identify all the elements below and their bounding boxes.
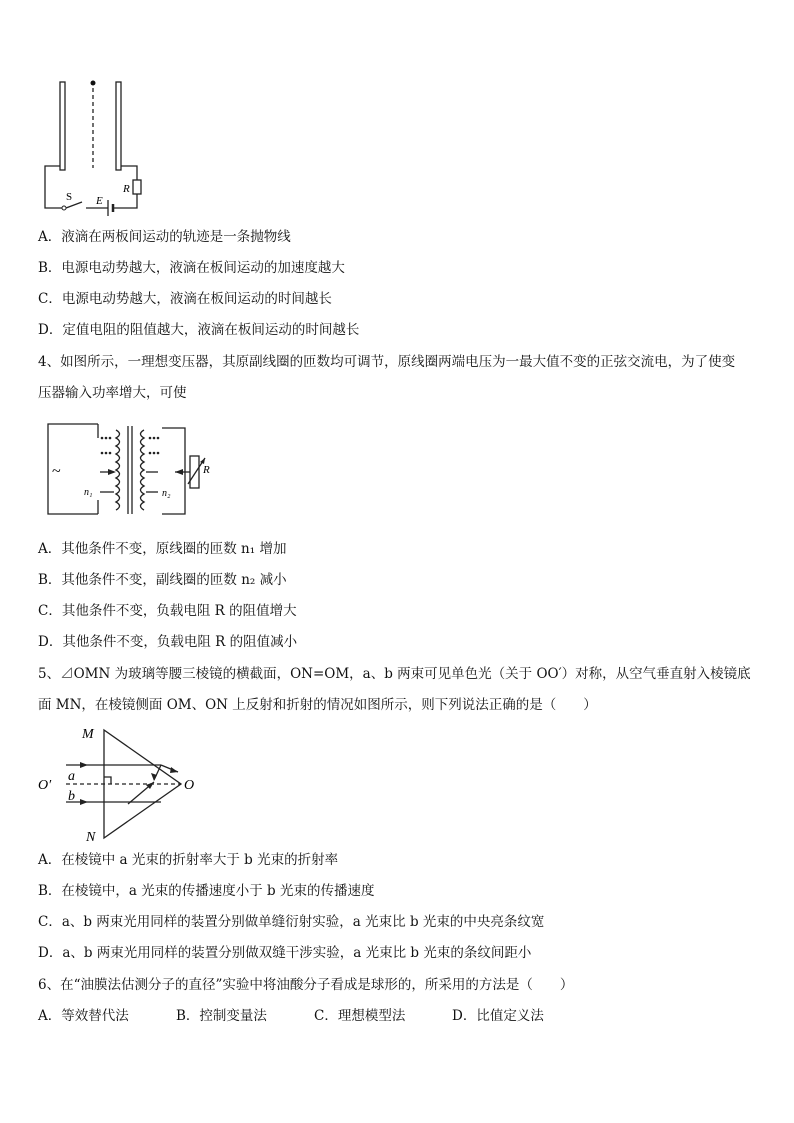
q6-option-b: B．控制变量法	[176, 1008, 267, 1024]
q3-option-c: C．电源电动势越大，液滴在板间运动的时间越长	[38, 291, 332, 307]
q6-option-d: D．比值定义法	[452, 1008, 544, 1024]
q5-stem-line1: 5、⊿OMN 为玻璃等腰三棱镜的横截面，ON=OM，a、b 两束可见单色光（关于 OO′）对称，从空气垂直射入棱镜底	[38, 666, 751, 682]
vertex-m-label: M	[82, 727, 94, 742]
transformer-figure	[40, 418, 225, 520]
q4-option-c: C．其他条件不变，负载电阻 R 的阻值增大	[38, 603, 297, 619]
prism-figure	[36, 722, 206, 844]
vertex-n-label: N	[86, 830, 96, 844]
q3-option-a: A．液滴在两板间运动的轨迹是一条抛物线	[38, 229, 291, 245]
switch-label: S	[66, 191, 73, 203]
capacitor-circuit-figure	[38, 76, 148, 216]
q4-option-a: A．其他条件不变，原线圈的匝数 n₁ 增加	[38, 541, 287, 557]
emf-label: E	[96, 195, 103, 207]
vertex-o-label: O	[184, 778, 195, 793]
n1-label: n₁	[84, 487, 93, 498]
q5-option-b: B．在棱镜中，a 光束的传播速度小于 b 光束的传播速度	[38, 883, 375, 899]
beam-a-label: a	[68, 769, 75, 784]
q6-option-a: A．等效替代法	[38, 1008, 129, 1024]
q3-option-b: B．电源电动势越大，液滴在板间运动的加速度越大	[38, 260, 345, 276]
resistor-label: R	[123, 183, 130, 195]
q5-option-a: A．在棱镜中 a 光束的折射率大于 b 光束的折射率	[38, 852, 339, 868]
q3-option-d: D．定值电阻的阻值越大，液滴在板间运动的时间越长	[38, 322, 360, 338]
beam-b-label: b	[68, 789, 75, 804]
ac-source-label: ~	[52, 463, 61, 480]
load-resistor-label: R	[203, 464, 210, 476]
q4-stem-line2: 压器输入功率增大，可使	[38, 385, 187, 401]
q4-stem-line1: 4、如图所示，一理想变压器，其原副线圈的匝数均可调节，原线圈两端电压为一最大值不变的正弦交流电，为了使变	[38, 354, 736, 370]
n2-label: n₂	[162, 488, 171, 499]
q6-option-c: C．理想模型法	[314, 1008, 406, 1024]
q5-stem-line2: 面 MN，在棱镜侧面 OM、ON 上反射和折射的情况如图所示，则下列说法正确的是（ ）	[38, 697, 597, 713]
q6-stem: 6、在“油膜法估测分子的直径”实验中将油酸分子看成是球形的，所采用的方法是（ ）	[38, 977, 574, 993]
o-prime-label: O′	[38, 778, 52, 793]
q4-option-b: B．其他条件不变，副线圈的匝数 n₂ 减小	[38, 572, 287, 588]
q5-option-d: D．a、b 两束光用同样的装置分别做双缝干涉实验，a 光束比 b 光束的条纹间距小	[38, 945, 532, 961]
q5-option-c: C．a、b 两束光用同样的装置分别做单缝衍射实验，a 光束比 b 光束的中央亮条纹宽	[38, 914, 545, 930]
q4-option-d: D．其他条件不变，负载电阻 R 的阻值减小	[38, 634, 298, 650]
